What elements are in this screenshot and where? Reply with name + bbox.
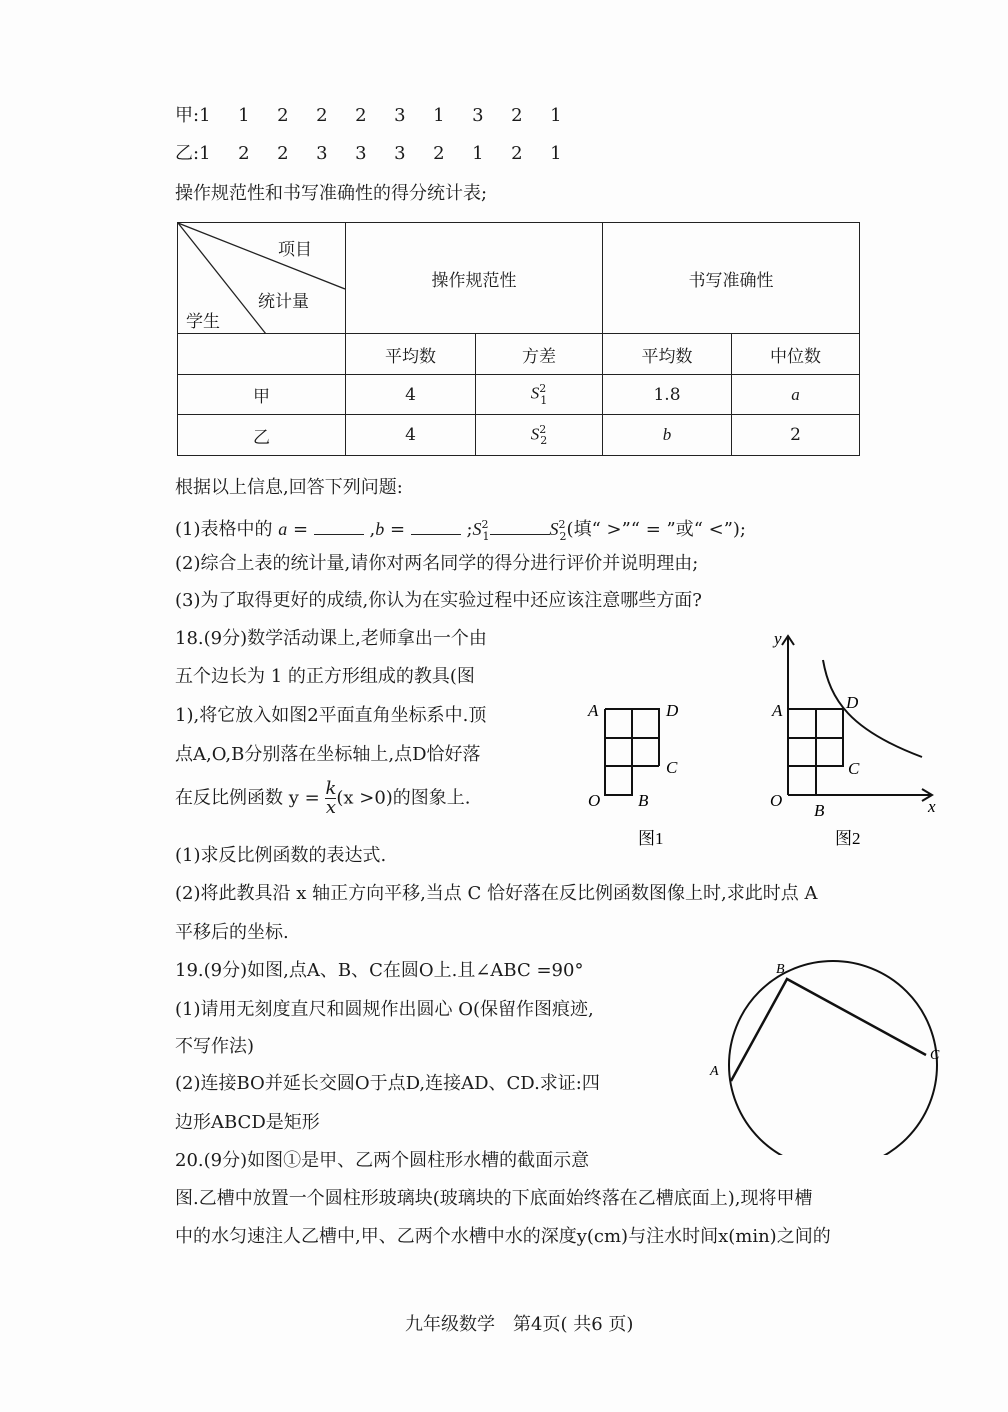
col-op: 操作规范性 [346, 223, 603, 334]
svg-text:A: A [710, 1064, 719, 1079]
svg-text:A: A [588, 701, 599, 720]
q17-part2: (2)综合上表的统计量,请你对两名同学的得分进行评价并说明理由; [175, 553, 699, 574]
svg-text:y: y [774, 629, 782, 648]
svg-text:图2: 图2 [835, 829, 861, 848]
q18-sub3: 平移后的坐标. [175, 922, 289, 943]
svg-text:B: B [776, 962, 785, 977]
score-table [177, 222, 860, 456]
q18-text: 点A,O,B分别落在坐标轴上,点D恰好落 [175, 744, 481, 765]
header-item: 项目 [278, 240, 312, 260]
table-row: 甲 4 $S^2_1$ 1.8 a [178, 375, 860, 415]
svg-text:图1: 图1 [638, 829, 664, 848]
q20-text: 20.(9分)如图①是甲、乙两个圆柱形水槽的截面示意 [175, 1150, 590, 1171]
page-footer: 九年级数学 第4页( 共6 页) [405, 1314, 634, 1335]
q18-sub2: (2)将此教具沿 x 轴正方向平移,当点 C 恰好落在反比例函数图像上时,求此时点 A [175, 883, 818, 904]
svg-text:D: D [846, 693, 859, 712]
svg-text:D: D [666, 701, 679, 720]
q19-text: 边形ABCD是矩形 [175, 1112, 320, 1133]
table-caption: 操作规范性和书写准确性的得分统计表; [175, 183, 488, 204]
q20-text: 图.乙槽中放置一个圆柱形玻璃块(玻璃块的下底面始终落在乙槽底面上),现将甲槽 [175, 1188, 813, 1209]
q17-part3: (3)为了取得更好的成绩,你认为在实验过程中还应该注意哪些方面? [175, 590, 702, 611]
svg-text:O: O [588, 791, 601, 810]
svg-text:A: A [772, 701, 783, 720]
header-stat: 统计量 [258, 292, 309, 312]
q18-text: 五个边长为 1 的正方形组成的教具(图 [175, 666, 475, 687]
header-student: 学生 [186, 312, 220, 332]
svg-text:C: C [666, 758, 678, 777]
sub-header: 中位数 [732, 334, 860, 375]
sub-header: 平均数 [603, 334, 732, 375]
col-write: 书写准确性 [603, 223, 860, 334]
jia-scores: 甲:1 1 2 2 2 3 1 3 2 1 [175, 105, 562, 126]
table-row: 乙 4 $S^2_2$ b 2 [178, 415, 860, 456]
q18-figures [570, 620, 960, 860]
svg-text:O: O [770, 791, 783, 810]
yi-scores: 乙:1 2 2 3 3 3 2 1 2 1 [175, 143, 562, 164]
sub-header: 平均数 [346, 334, 476, 375]
diagonal-header-cell [178, 223, 346, 334]
q19-text: 19.(9分)如图,点A、B、C在圆O上.且∠ABC =90° [175, 960, 584, 981]
q19-text: 不写作法) [175, 1036, 255, 1057]
svg-text:x: x [928, 797, 936, 816]
q17-intro: 根据以上信息,回答下列问题: [175, 477, 403, 498]
q18-sub1: (1)求反比例函数的表达式. [175, 845, 387, 866]
q18-text: 1),将它放入如图2平面直角坐标系中.顶 [175, 705, 487, 726]
svg-text:B: B [638, 791, 649, 810]
q20-text: 中的水匀速注人乙槽中,甲、乙两个水槽中水的深度y(cm)与注水时间x(min)之间的 [175, 1226, 831, 1247]
svg-text:C: C [930, 1048, 940, 1063]
q18-text: 在反比例函数 y = $\frac{k}{x}$ (x >0)的图象上. [175, 778, 471, 818]
q18-text: 18.(9分)数学活动课上,老师拿出一个由 [175, 628, 487, 649]
sub-header: 方差 [476, 334, 603, 375]
q19-text: (1)请用无刻度直尺和圆规作出圆心 O(保留作图痕迹, [175, 999, 594, 1020]
svg-text:B: B [814, 801, 825, 820]
svg-text:C: C [848, 759, 860, 778]
q19-text: (2)连接BO并延长交圆O于点D,连接AD、CD.求证:四 [175, 1073, 600, 1094]
q17-part1: (1)表格中的 $a = ,b = ;S^2_1$ $S^2_2$(填“ >”“ = ”或“ <”); [175, 518, 747, 543]
q19-circle-figure [700, 955, 960, 1155]
